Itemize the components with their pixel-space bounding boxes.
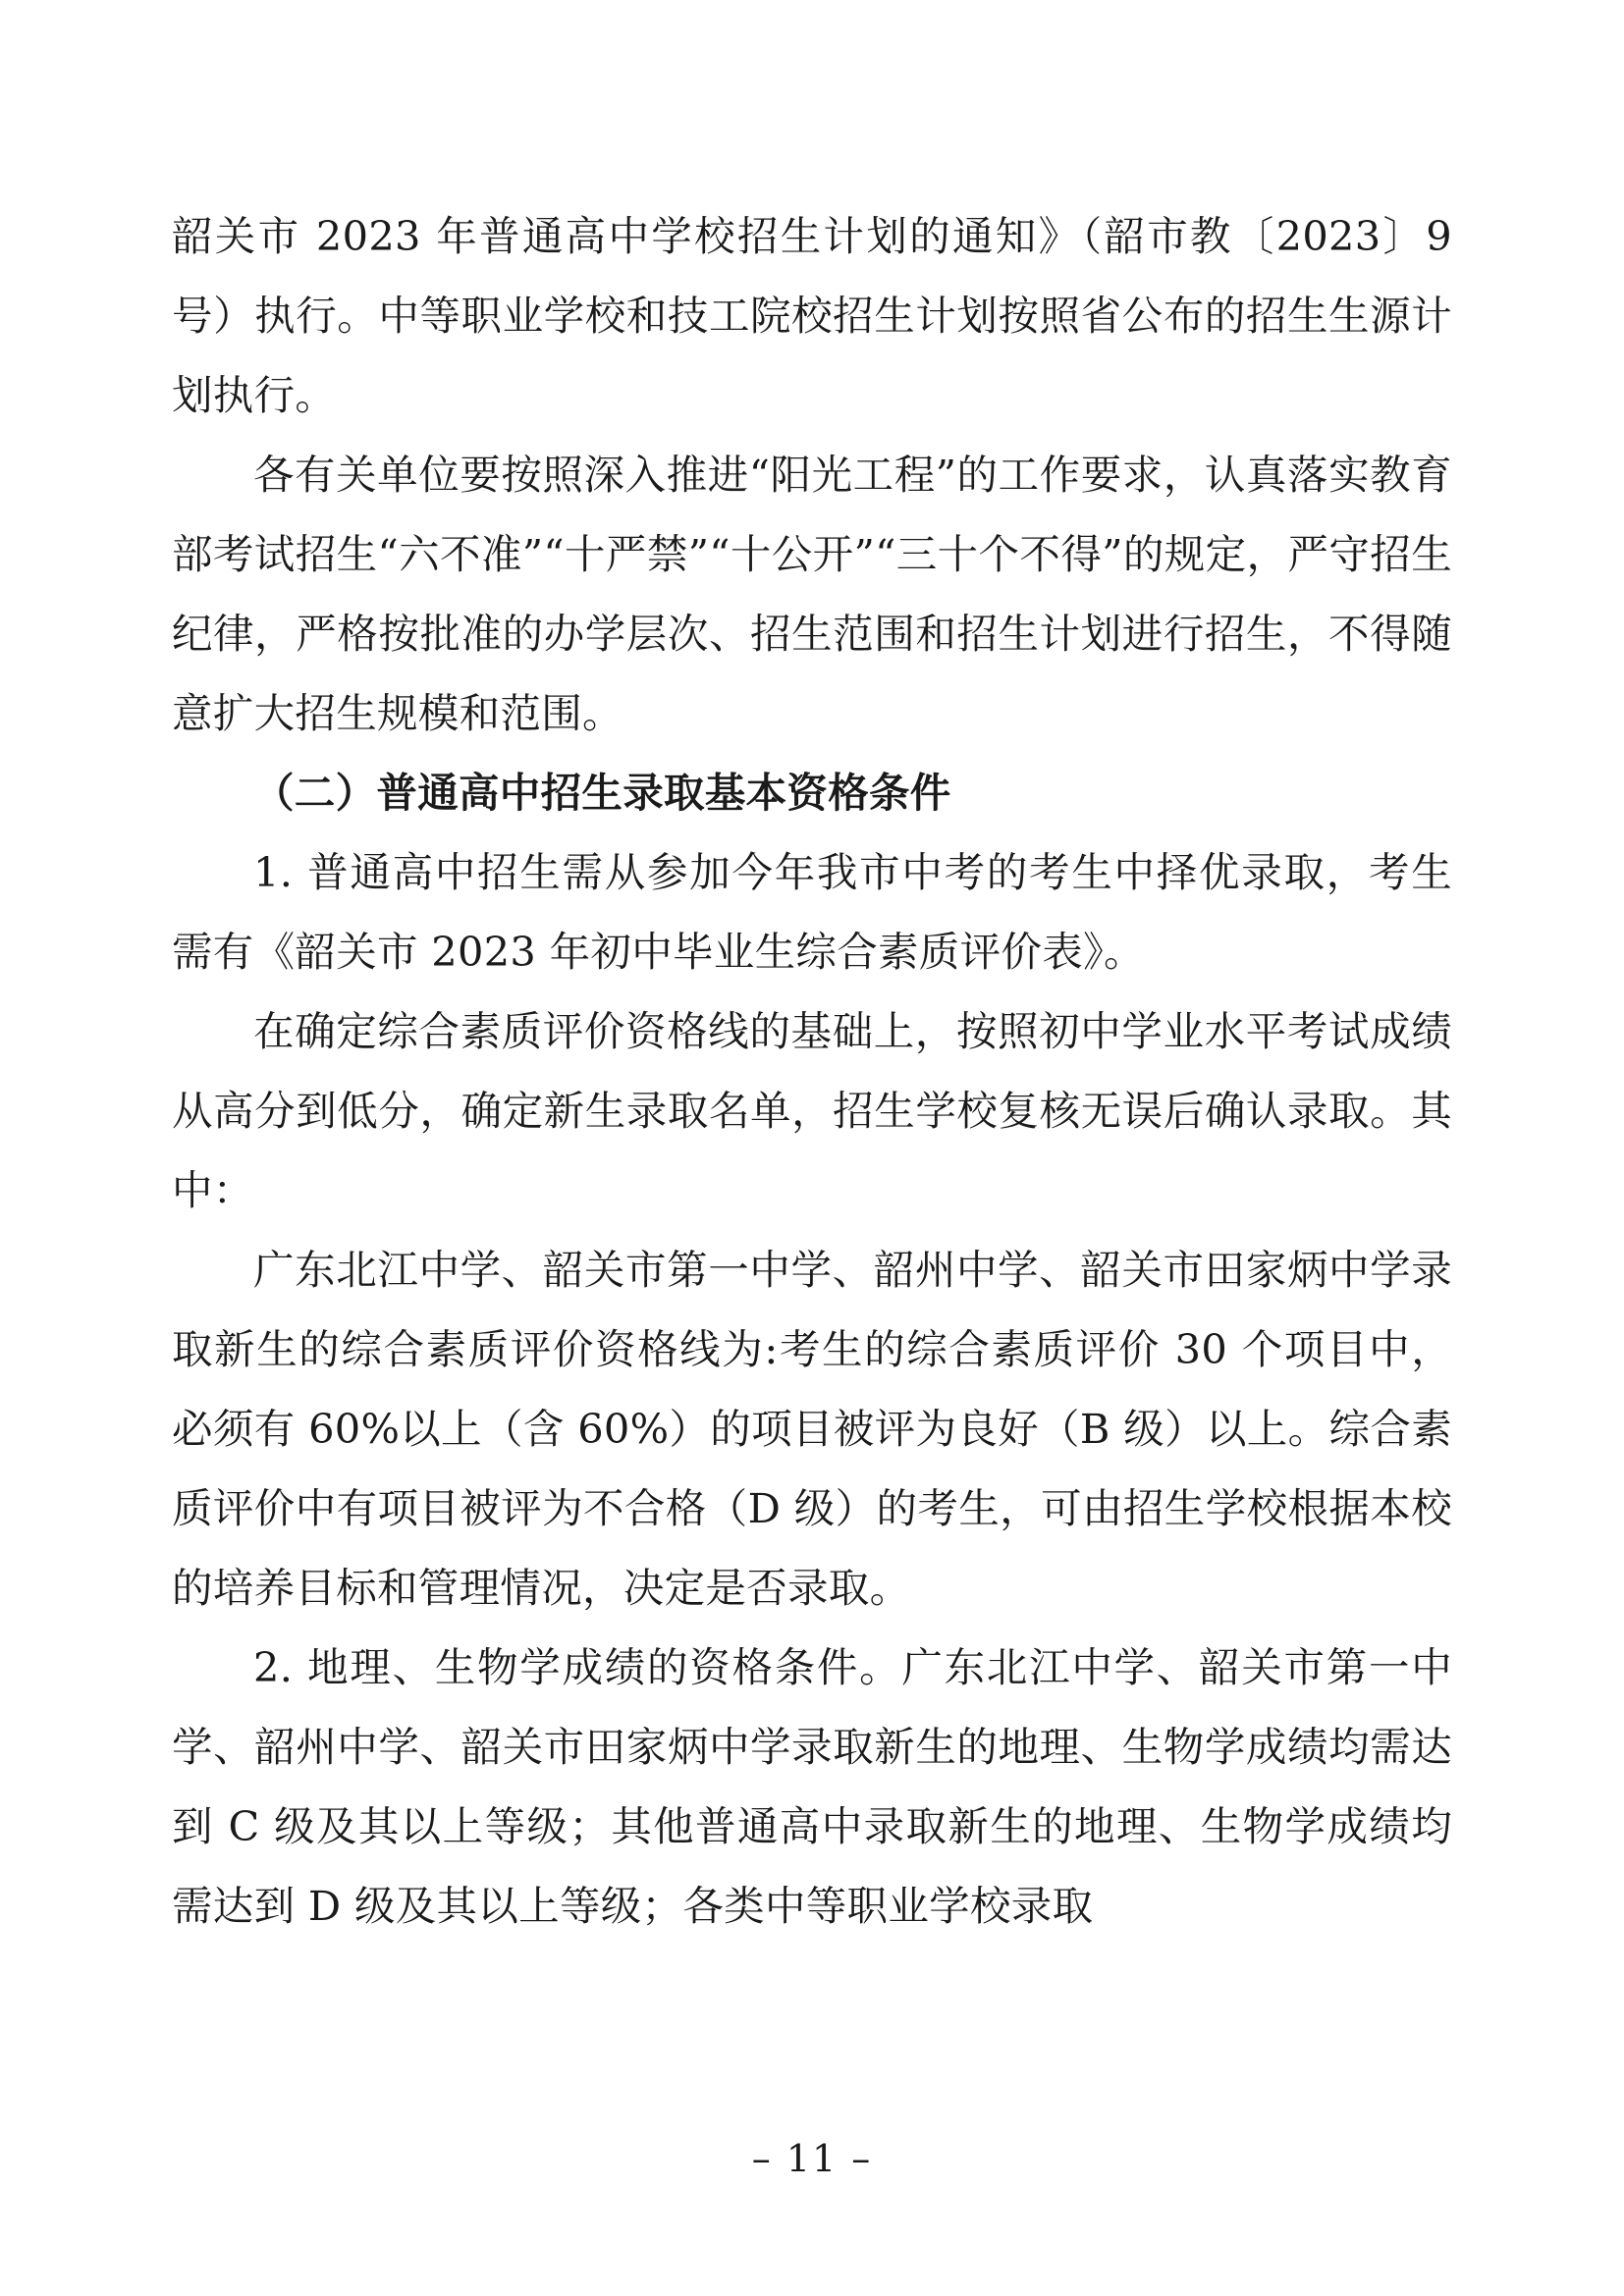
section-heading-2: （二）普通高中招生录取基本资格条件 (253, 769, 951, 817)
paragraph-evaluation-basis: 在确定综合素质评价资格线的基础上，按照初中学业水平考试成绩从高分到低分，确定新生录取名单，招生学校复核无误后确认录取。其中： (172, 1007, 1452, 1214)
paragraph-item-2: 2. 地理、生物学成绩的资格条件。广东北江中学、韶关市第一中学、韶州中学、韶关市田家炳中学录取新生的地理、生物学成绩均需达到 C 级及其以上等级；其他普通高中录取新生的地理、生物学成绩均需达到 D 级及其以上等级；各类中等职业学校录取 (172, 1643, 1452, 1930)
document-body (172, 196, 1452, 1946)
paragraph-qualification-line: 广东北江中学、韶关市第一中学、韶州中学、韶关市田家炳中学录取新生的综合素质评价资格线为:考生的综合素质评价 30 个项目中，必须有 60%以上（含 60%）的项目被评为良好（B 级）以上。综合素质评价中有项目被评为不合格（D 级）的考生，可由招生学校根据本校的培养目标和管理情况，决定是否录取。 (172, 1246, 1452, 1612)
paragraph-continued: 韶关市 2023 年普通高中学校招生计划的通知》（韶市教〔2023〕9 号）执行。中等职业学校和技工院校招生计划按照省公布的招生生源计划执行。 (172, 212, 1452, 419)
paragraph-requirements: 各有关单位要按照深入推进“阳光工程”的工作要求，认真落实教育部考试招生“六不准”“十严禁”“十公开”“三十个不得”的规定，严守招生纪律，严格按批准的办学层次、招生范围和招生计划进行招生，不得随意扩大招生规模和范围。 (172, 451, 1452, 737)
paragraph-item-1: 1. 普通高中招生需从参加今年我市中考的考生中择优录取，考生需有《韶关市 2023 年初中毕业生综合素质评价表》。 (172, 848, 1452, 976)
page-number: – 11 – (751, 2137, 873, 2180)
